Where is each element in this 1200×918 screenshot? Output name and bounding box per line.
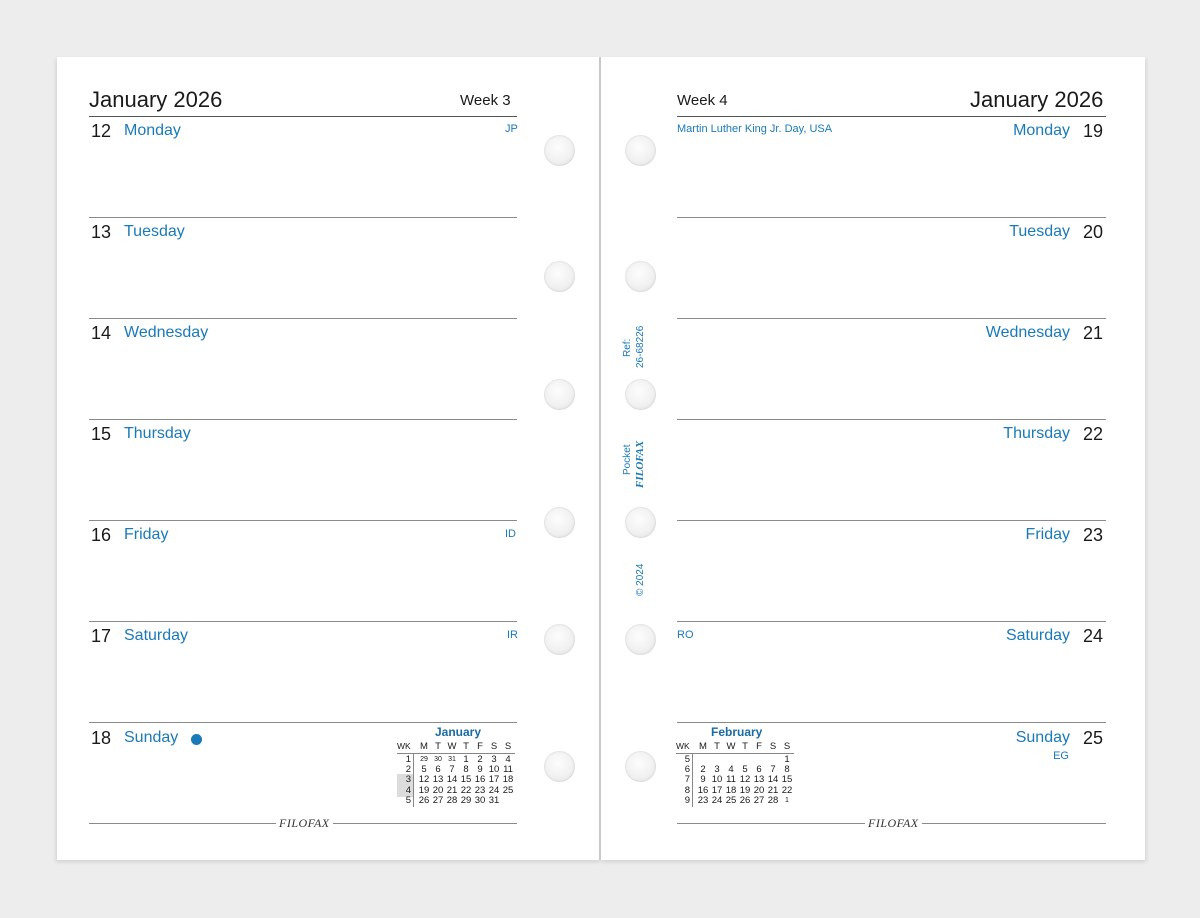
day-divider [89,217,517,218]
mini-calendar-day: 12 [418,774,430,786]
mini-calendar-day: 23 [697,794,709,806]
mini-calendar-day: 2 [700,764,706,776]
mini-calendar-week-header: WK [676,741,690,751]
punch-hole [544,751,575,782]
left-header-rule [89,116,517,117]
mini-calendar-day: 5 [421,764,427,776]
mini-calendar-day: 8 [463,764,469,776]
mini-calendar-day: 25 [502,784,514,796]
day-name: Sunday [124,729,179,746]
punch-hole [544,624,575,655]
mini-calendar-day: 3 [714,764,720,776]
mini-calendar-week-number: 9 [684,794,690,806]
mini-calendar-day-header: F [477,741,483,752]
mini-calendar-week-number: 5 [405,794,411,806]
mini-calendar-day: 15 [781,774,793,786]
punch-hole [625,135,656,166]
punch-hole [625,751,656,782]
mini-calendar-day-header: S [769,741,777,752]
mini-calendar-day: 18 [725,784,737,796]
mini-calendar-week-number: 5 [684,754,690,765]
mini-calendar-day: 31 [448,756,456,763]
mini-calendar-week-number: 8 [684,784,690,796]
day-number: 25 [1083,728,1104,748]
day-number: 18 [91,728,112,748]
footer-logo: FILOFAX [276,816,333,831]
mini-calendar-day: 30 [434,756,442,763]
day-number: 23 [1083,525,1104,545]
mini-calendar-day: 6 [756,764,762,776]
mini-calendar-day: 12 [739,774,751,786]
mini-calendar-week-number: 3 [405,774,411,786]
day-divider [677,318,1106,319]
punch-hole [544,507,575,538]
mini-calendar-day: 21 [446,784,458,796]
mini-calendar-day: 7 [770,764,776,776]
day-name: Wednesday [124,324,209,341]
punch-hole [625,624,656,655]
day-number: 14 [91,323,112,343]
mini-calendar-day: 27 [753,794,765,806]
mini-calendar-day: 29 [420,756,428,763]
mini-calendar-day: 28 [446,794,458,806]
mini-calendar-day-header: M [420,741,428,752]
day-number: 15 [91,424,112,444]
mini-calendar-rule [692,753,693,807]
punch-hole [625,507,656,538]
mini-calendar-day-header: T [714,741,720,752]
mini-calendar-day: 13 [432,774,444,786]
day-number: 22 [1083,424,1104,444]
mini-calendar-day: 1 [463,754,469,765]
day-name: Sunday [1015,729,1070,746]
day-name: Friday [124,526,169,543]
day-divider [89,520,517,521]
mini-calendar-day: 26 [418,794,430,806]
mini-calendar-day: 20 [753,784,765,796]
mini-calendar-day-header: T [435,741,441,752]
day-number: 13 [91,222,112,242]
mini-calendar-day: 18 [502,774,514,786]
day-number: 12 [91,121,112,141]
mini-calendar-day-header: T [463,741,469,752]
mini-calendar-title: January [435,725,482,739]
mini-calendar-day: 16 [474,774,486,786]
mini-calendar-day: 4 [505,754,511,765]
mini-calendar-day-header: S [490,741,498,752]
mini-calendar-day: 4 [728,764,734,776]
day-name: Thursday [1003,425,1070,442]
day-name: Tuesday [1009,223,1070,240]
day-divider [677,217,1106,218]
ref-code: 26-68226 [635,325,646,368]
day-name: Friday [1025,526,1070,543]
mini-calendar-day: 10 [488,764,500,776]
mini-calendar-day: 25 [725,794,737,806]
mini-calendar-february [676,725,798,813]
mini-calendar-day: 29 [460,794,472,806]
mini-calendar-day: 13 [753,774,765,786]
left-month-title: January 2026 [89,87,223,112]
day-name: Monday [124,122,181,139]
mini-calendar-week-number: 1 [405,754,411,765]
punch-hole [625,379,656,410]
punch-hole [625,261,656,292]
holiday-note: RO [677,629,694,641]
right-month-title: January 2026 [970,87,1104,112]
mini-calendar-day: 19 [418,784,430,796]
holiday-note: EG [1053,750,1069,762]
ref-label: Ref: [622,338,633,357]
mini-calendar-day: 11 [503,764,513,776]
binder-spine [599,57,601,860]
day-divider [89,419,517,420]
mini-calendar-day: 22 [781,784,793,796]
day-divider [677,520,1106,521]
mini-calendar-week-header: WK [397,741,411,751]
mini-calendar-day: 14 [767,774,779,786]
mini-calendar-rule [397,753,515,754]
mini-calendar-day: 6 [435,764,441,776]
day-name: Thursday [124,425,191,442]
day-number: 16 [91,525,112,545]
mini-calendar-day: 3 [491,754,497,765]
day-divider [89,318,517,319]
new-moon-icon [191,734,202,745]
day-name: Saturday [1005,627,1070,644]
mini-calendar-day: 31 [488,794,500,806]
mini-calendar-week-number: 2 [405,764,411,776]
mini-calendar-day: 17 [711,784,723,796]
mini-calendar-day: 8 [784,764,790,776]
mini-calendar-day: 22 [460,784,472,796]
day-name: Wednesday [985,324,1070,341]
mini-calendar-day-header: S [783,741,791,752]
mini-calendar-day: 1 [784,754,790,765]
punch-hole [544,379,575,410]
mini-calendar-day: 7 [449,764,455,776]
mini-calendar-day: 19 [739,784,751,796]
day-number: 17 [91,626,112,646]
mini-calendar-day: 21 [767,784,779,796]
mini-calendar-day: 27 [432,794,444,806]
mini-calendar-day-header: F [756,741,762,752]
day-divider [677,722,1106,723]
day-number: 20 [1083,222,1104,242]
mini-calendar-day: 15 [460,774,472,786]
mini-calendar-day: 16 [697,784,709,796]
mini-calendar-day-header: W [726,741,736,752]
mini-calendar-rule [676,753,794,754]
right-header-rule [677,116,1106,117]
mini-calendar-january [397,725,519,813]
mini-calendar-day: 11 [726,774,736,786]
mini-calendar-day: 9 [700,774,706,786]
day-divider [89,621,517,622]
day-divider [677,621,1106,622]
holiday-note: Martin Luther King Jr. Day, USA [677,123,833,135]
mini-calendar-day: 24 [488,784,500,796]
copyright: © 2024 [635,563,646,596]
mini-calendar-day-header: W [447,741,457,752]
mini-calendar-day: 24 [711,794,723,806]
holiday-note: JP [505,123,518,135]
holiday-note: IR [507,629,518,641]
mini-calendar-rule [413,753,414,807]
mini-calendar-day: 14 [446,774,458,786]
day-number: 21 [1083,323,1104,343]
spine-brand-logo: FILOFAX [634,440,646,488]
mini-calendar-day: 23 [474,784,486,796]
punch-hole [544,261,575,292]
mini-calendar-day: 30 [474,794,486,806]
mini-calendar-day-header: M [699,741,707,752]
day-divider [89,722,517,723]
mini-calendar-day-header: T [742,741,748,752]
mini-calendar-day: 26 [739,794,751,806]
day-number: 19 [1083,121,1104,141]
mini-calendar-day: 28 [767,794,779,806]
day-name: Tuesday [124,223,185,240]
mini-calendar-day: 20 [432,784,444,796]
day-number: 24 [1083,626,1104,646]
mini-calendar-day: 5 [742,764,748,776]
mini-calendar-day: 1 [785,796,789,804]
day-name: Monday [1013,122,1070,139]
left-week-label: Week 3 [460,92,511,109]
mini-calendar-week-number: 7 [684,774,690,786]
mini-calendar-day: 9 [477,764,483,776]
mini-calendar-title: February [711,725,763,739]
holiday-note: ID [505,528,516,540]
mini-calendar-day-header: S [504,741,512,752]
punch-hole [544,135,575,166]
mini-calendar-day: 10 [711,774,723,786]
mini-calendar-day: 2 [477,754,483,765]
right-week-label: Week 4 [677,92,728,109]
size-label: Pocket [622,444,633,475]
day-name: Saturday [124,627,189,644]
mini-calendar-week-number: 6 [684,764,690,776]
mini-calendar-day: 17 [488,774,500,786]
day-divider [677,419,1106,420]
mini-calendar-week-number: 4 [405,784,411,796]
footer-logo: FILOFAX [865,816,922,831]
